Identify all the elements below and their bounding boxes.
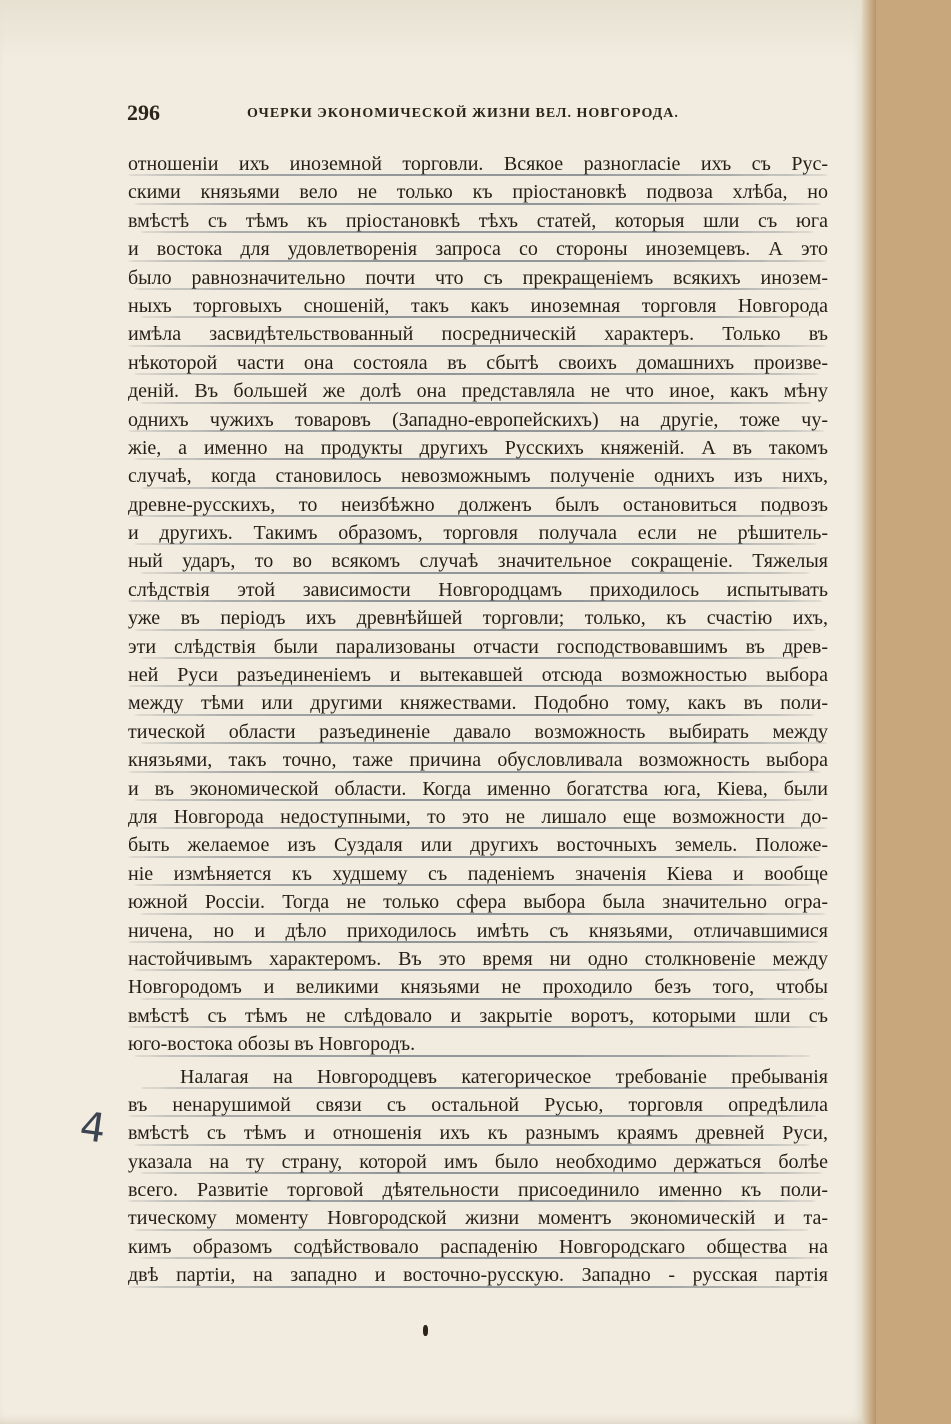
running-title: ОЧЕРКИ ЭКОНОМИЧЕСКОЙ ЖИЗНИ ВЕЛ. НОВГОРОДА.	[247, 106, 679, 121]
pencil-underline	[140, 572, 810, 574]
body-text	[128, 150, 828, 1290]
text-line: однихъ чужихъ товаровъ (Западно-европейскихъ) на другіе, тоже чу-	[128, 408, 828, 431]
pencil-underline	[140, 231, 814, 233]
text-line: и другихъ. Такимъ образомъ, торговля получала если не рѣшитель-	[128, 522, 828, 545]
pencil-underline	[128, 600, 823, 602]
page-header	[127, 100, 827, 130]
text-line: отношеніи ихъ иноземной торговли. Всякое разногласіе ихъ съ Рус-	[128, 153, 828, 175]
text-line: было равнозначительно почти что съ прекращеніемъ всякихъ инозем-	[128, 266, 828, 289]
text-line: эти слѣдствія были парализованы отчасти господствовавшимъ въ древ-	[128, 635, 828, 658]
pencil-underline	[134, 373, 819, 375]
pencil-underline	[134, 714, 815, 716]
text-line: быть желаемое изъ Суздаля или другихъ восточныхъ земель. Положе-	[128, 834, 828, 857]
pencil-underline	[134, 203, 821, 205]
pencil-underline	[134, 969, 812, 971]
pencil-underline	[140, 998, 825, 1000]
pencil-underline	[134, 543, 817, 545]
text-line: всего. Развитіе торговой дѣятельности присоединило именно къ поли-	[128, 1179, 828, 1202]
text-line: жіе, а именно на продукты другихъ Русскихъ княженій. А въ такомъ	[128, 436, 828, 459]
page-number: 296	[127, 100, 160, 125]
pencil-underline	[128, 260, 827, 262]
text-line: ничена, но и дѣло приходилось имѣть съ князьями, отличавшимися	[128, 919, 828, 942]
page-edge	[862, 0, 876, 1424]
pencil-underline	[128, 515, 824, 517]
text-line: ніе измѣняется къ худшему съ паденіемъ значенія Кіева и вообще	[128, 862, 828, 885]
pencil-underline	[134, 1144, 810, 1146]
text-line: слѣдствія этой зависимости Новгородцамъ приходилось испытывать	[128, 578, 828, 601]
pencil-underline	[134, 884, 813, 886]
pencil-underline	[134, 1055, 811, 1057]
pencil-underline	[134, 288, 820, 290]
pencil-underline	[128, 430, 825, 432]
pencil-underline	[140, 316, 813, 318]
ink-spot	[423, 1325, 428, 1336]
text-line: для Новгорода недоступными, то это не лишало еще возможности до-	[128, 805, 828, 828]
pencil-underline	[140, 657, 809, 659]
text-line: кимъ образомъ содѣйствовало распаденію Новгородскаго общества на	[128, 1235, 828, 1258]
text-line: южной Россіи. Тогда не только сфера выбора была значительно огра-	[128, 891, 828, 914]
scan-shadow	[0, 0, 868, 60]
text-line: уже въ періодъ ихъ древнѣйшей торговли; только, къ счастію ихъ,	[128, 607, 828, 630]
text-line: ныхъ торговыхъ сношеній, такъ какъ иноземная торговля Новгорода	[128, 294, 828, 317]
text-line: вмѣстѣ съ тѣмъ не слѣдовало и закрытіе воротъ, которыми шли съ	[128, 1004, 828, 1027]
pencil-underline	[140, 1087, 824, 1089]
text-line: указала на ту страну, которой имъ было необходимо держаться болѣе	[128, 1150, 828, 1173]
paragraph-start-line: Налагая на Новгородцевъ категорическое требованіе пребыванія	[128, 1063, 828, 1091]
text-line: Новгородомъ и великими князьями не проходило безъ того, чтобы	[128, 976, 828, 999]
pencil-underline	[140, 913, 826, 915]
text-line: деній. Въ большей же долѣ она представляла не что иное, какъ мѣну	[128, 380, 828, 403]
paragraph-end-line: юго-востока обозы въ Новгородъ.	[128, 1030, 828, 1058]
text-line: вмѣстѣ съ тѣмъ къ пріостановкѣ тѣхъ статей, которыя шли съ юга	[128, 209, 828, 232]
pencil-underline	[140, 1257, 822, 1259]
text-line: и въ экономической области. Когда именно богатства юга, Кіева, были	[128, 777, 828, 800]
text-line: нѣкоторой части она состояла въ сбытѣ своихъ домашнихъ произве-	[128, 351, 828, 374]
text-line: двѣ партіи, на западно и восточно-русскую. Западно - русская партія	[128, 1264, 828, 1287]
pencil-underline	[140, 742, 828, 744]
pencil-underline	[134, 1229, 809, 1231]
text-line: между тѣми или другими княжествами. Подобно тому, какъ въ поли-	[128, 692, 828, 715]
text-line: ней Руси разъединеніемъ и вытекавшей отсюда возможностью выбора	[128, 664, 828, 687]
text-line: древне-русскихъ, то неизбѣжно долженъ былъ остановиться подвозъ	[128, 493, 828, 516]
pencil-underline	[128, 941, 819, 943]
text-line: скими князьями вело не только къ пріостановкѣ подвоза хлѣба, но	[128, 181, 828, 204]
text-line: ный ударъ, то во всякомъ случаѣ значительное сокращеніе. Тяжелыя	[128, 550, 828, 573]
text-line: тической области разъединеніе давало возможность выбирать между	[128, 720, 828, 743]
pencil-underline	[128, 345, 826, 347]
pencil-underline	[128, 1286, 815, 1288]
text-line: случаѣ, когда становилось невозможнымъ полученіе однихъ изъ нихъ,	[128, 465, 828, 488]
text-line: въ ненарушимой связи съ остальной Русью, торговля опредѣлила	[128, 1093, 828, 1116]
pencil-underline	[128, 1200, 816, 1202]
pencil-underline	[128, 1026, 818, 1028]
pencil-underline	[128, 856, 820, 858]
handwritten-margin-mark: 4	[76, 1103, 109, 1153]
pencil-underline	[128, 771, 821, 773]
pencil-underline	[128, 174, 828, 176]
text-line: настойчивымъ характеромъ. Въ это время ни одно столкновеніе между	[128, 947, 828, 970]
text-line: князьями, такъ точно, таже причина обусловливала возможность выбора	[128, 749, 828, 772]
pencil-underline	[134, 799, 814, 801]
pencil-underline	[134, 458, 818, 460]
text-line: тическому моменту Новгородской жизни моментъ экономическій и та-	[128, 1207, 828, 1230]
pencil-underline	[128, 685, 822, 687]
text-line: имѣла засвидѣтельствованный посредническій характеръ. Только въ	[128, 323, 828, 346]
pencil-underline	[140, 1172, 823, 1174]
pencil-underline	[140, 487, 811, 489]
text-line: и востока для удовлетворенія запроса со стороны иноземцевъ. А это	[128, 238, 828, 261]
pencil-underline	[128, 1115, 817, 1117]
text-line: вмѣстѣ съ тѣмъ и отношенія ихъ къ разнымъ краямъ древней Руси,	[128, 1122, 828, 1145]
pencil-underline	[134, 629, 816, 631]
pencil-underline	[140, 402, 812, 404]
pencil-underline	[140, 827, 827, 829]
